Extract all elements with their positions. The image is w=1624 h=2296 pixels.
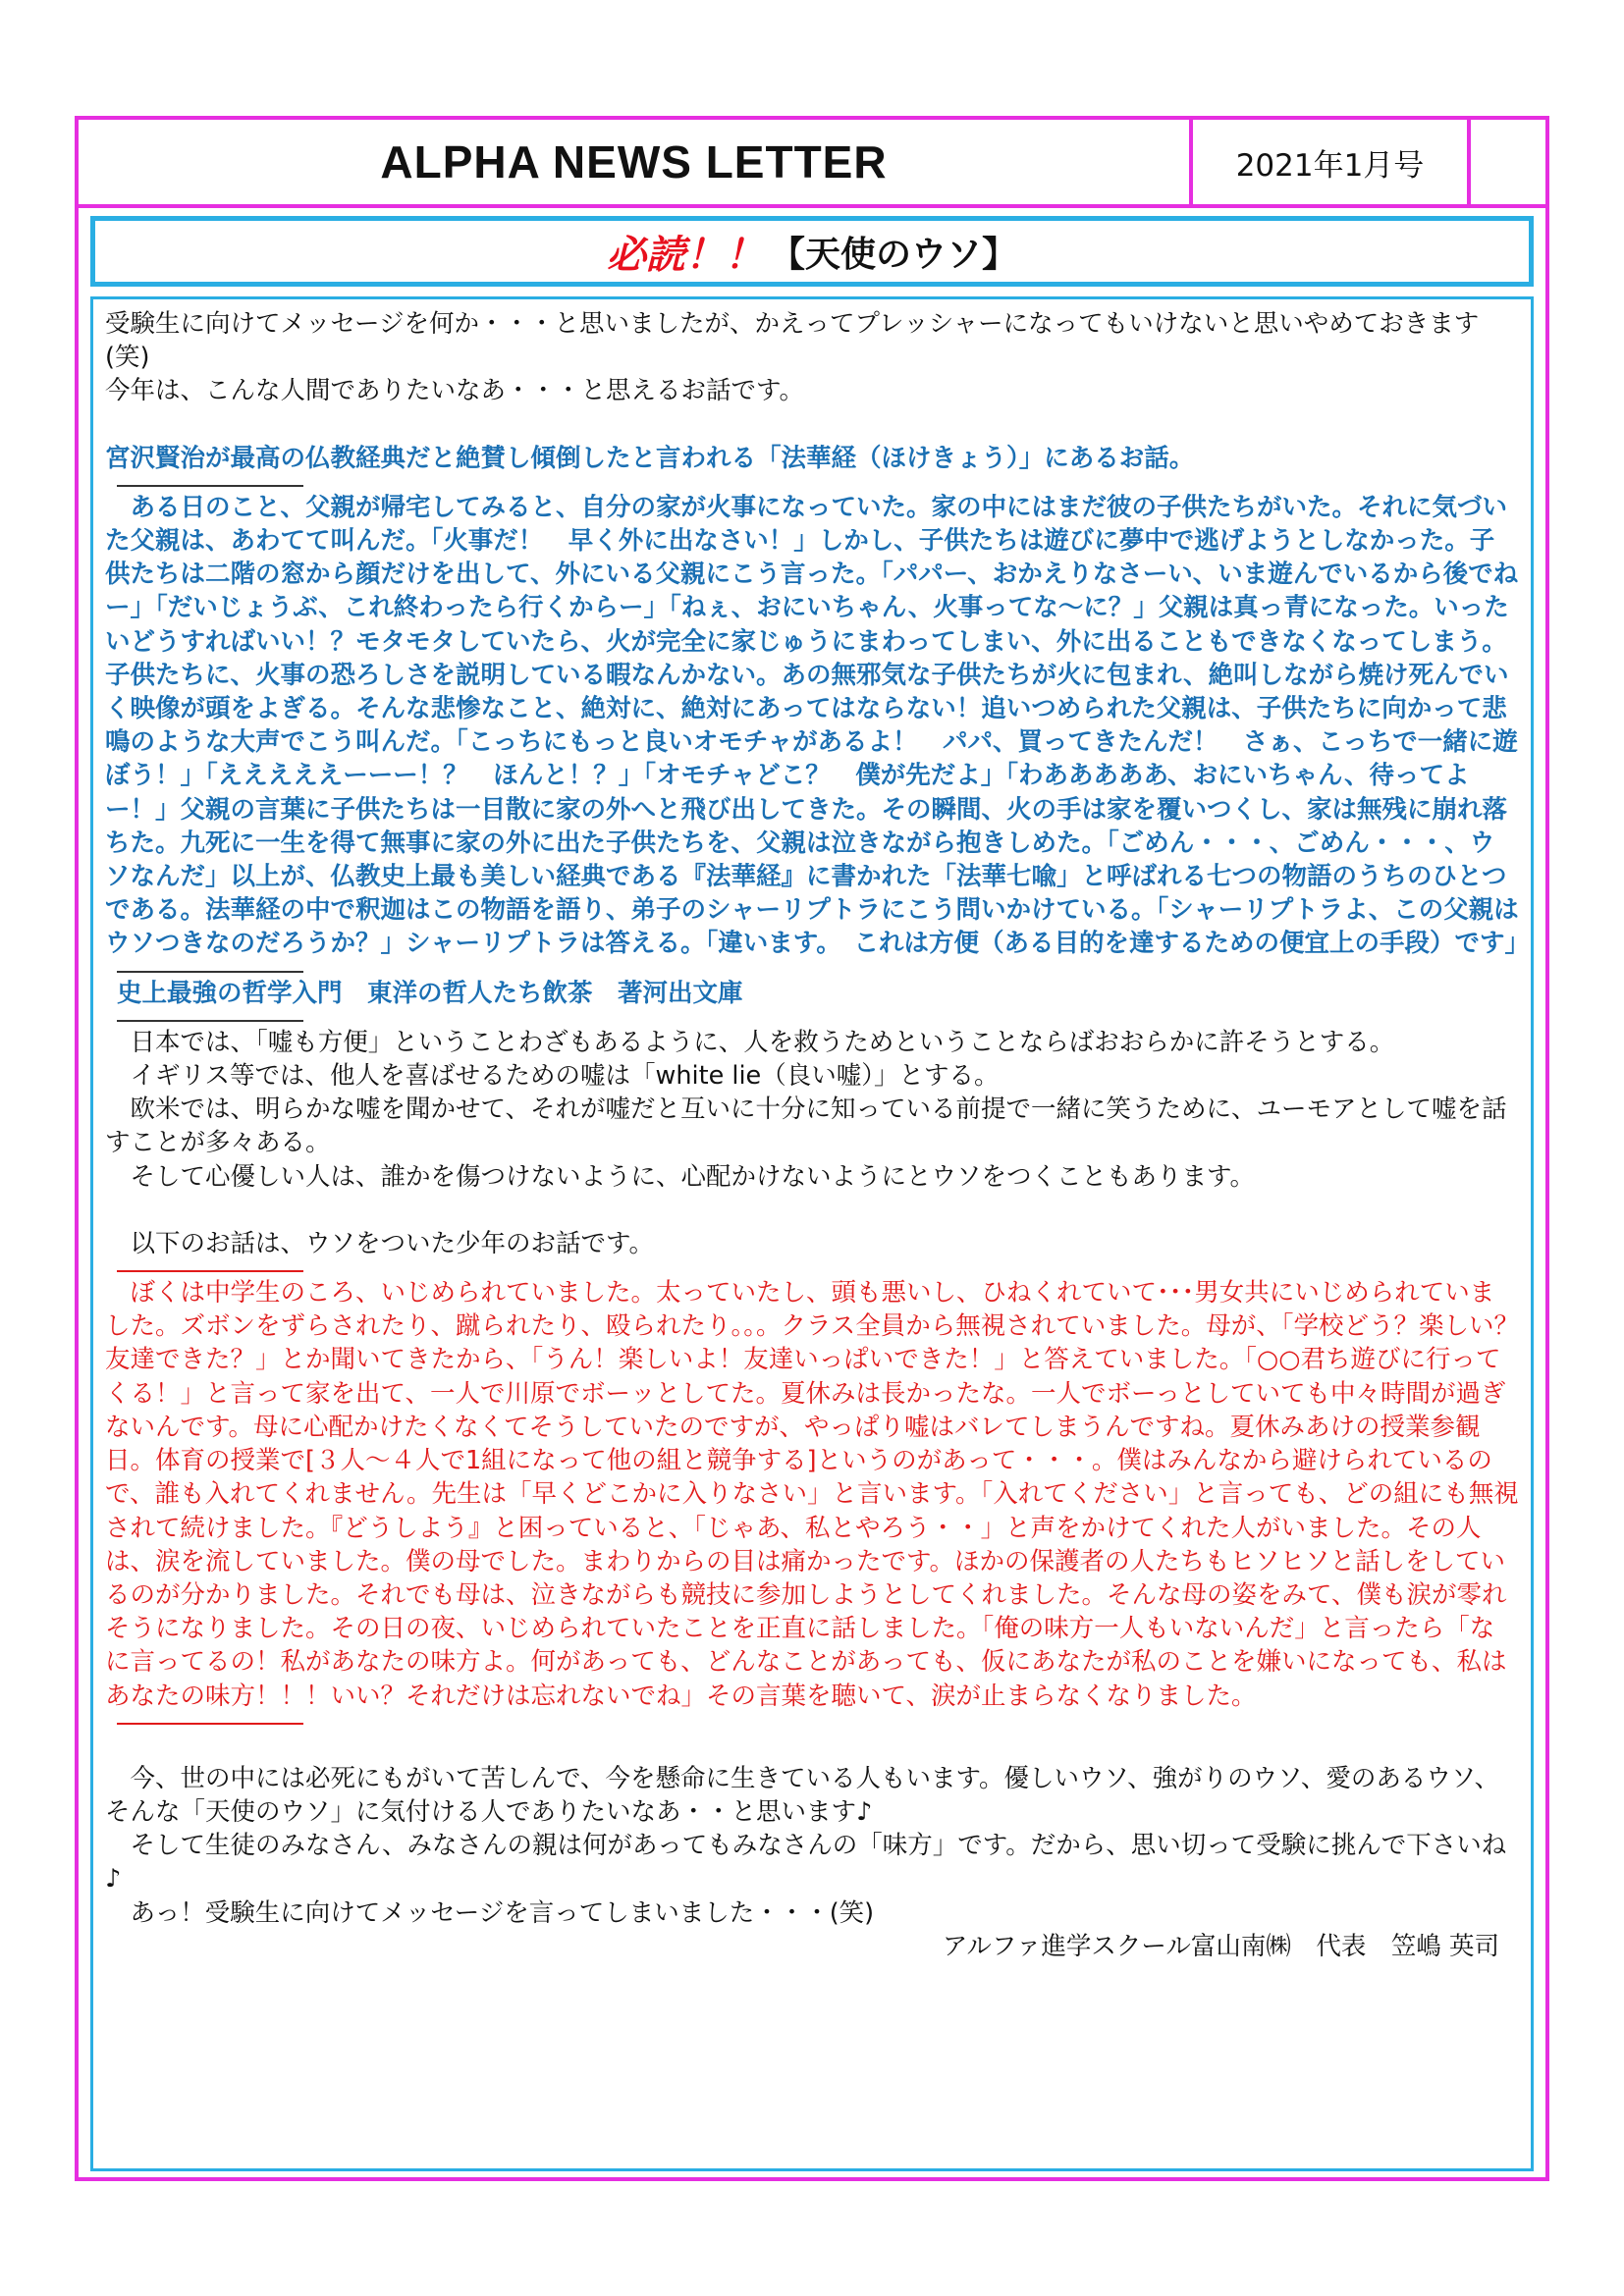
newsletter-header — [75, 116, 1549, 208]
lie-paragraph: 欧米では、明らかな嘘を聞かせて、それが嘘だと互いに十分に知っている前提で一緒に笑うために、ユーモアとして嘘を話すことが多々ある。 — [105, 1095, 1507, 1158]
divider — [117, 1723, 303, 1725]
divider — [117, 485, 303, 487]
article-title-box — [90, 216, 1534, 287]
lie-paragraph: イギリス等では、他人を喜ばせるための嘘は「white lie（良い嘘）」とする。 — [130, 1061, 1000, 1092]
closing-paragraph: そして生徒のみなさん、みなさんの親は何があってもみなさんの「味方」です。だから、思い切って受験に挑んで下さいね♪ — [105, 1831, 1507, 1895]
closing-paragraph: 今、世の中には必死にもがいて苦しんで、今を懸命に生きている人もいます。優しいウソ、強がりのウソ、愛のあるウソ、そんな「天使のウソ」に気付ける人でありたいなあ・・と思います♪ — [105, 1763, 1500, 1827]
signature: アルファ進学スクール富山南㈱ 代表 笠嶋 英司 — [942, 1931, 1499, 1961]
newsletter-title: ALPHA NEWS LETTER — [380, 136, 888, 187]
article-body — [90, 296, 1534, 2171]
article-title: 【天使のウソ】 — [769, 234, 1017, 275]
boy-story-intro: 以下のお話は、ウソをついた少年のお話です。 — [130, 1228, 654, 1258]
divider — [117, 1270, 303, 1272]
header-blank-cell — [1471, 120, 1545, 204]
issue-date: 2021年1月号 — [1189, 120, 1471, 204]
lie-paragraph: そして心優しい人は、誰かを傷つけないように、心配かけないようにとウソをつくこともあります。 — [130, 1161, 1255, 1192]
closing-paragraph: あっ！受験生に向けてメッセージを言ってしまいました・・・(笑) — [130, 1897, 875, 1928]
intro-paragraph: 受験生に向けてメッセージを何か・・・と思いましたが、かえってプレッシャーになってもいけないと思いやめておきます(笑) — [105, 309, 1480, 373]
lie-paragraph: 日本では、「嘘も方便」ということわざもあるように、人を救うためということならばおおらかに許そうとする。 — [130, 1027, 1395, 1057]
article-text — [105, 307, 1530, 1963]
divider — [117, 971, 303, 973]
divider — [117, 1020, 303, 1022]
boy-story-text: ぼくは中学生のころ、いじめられていました。太っていたし、頭も悪いし、ひねくれていて･･･男女共にいじめられていました。ズボンをずらされたり、蹴られたり、殴られたり。。。クラス全員から無視されていました。母が、「学校どう？楽しい？友達できた？」とか聞いてきたから、「うん！楽しいよ！友達いっぱいできた！」と答えていました。「○○君ち遊びに行ってくる！」と言って家を出て、一人で川原でボーッとしてた。夏休みは長かったな。一人でボーっとしていても中々時間が過ぎないんです。母に心配かけたくなくてそうしていたのですが、やっぱり嘘はバレてしまうんですね。夏休みあけの授業参観日。体育の授業で[３人～４人で1組になって他の組と競争する]というのがあって・・・。僕はみんなから避けられているので、誰も入れてくれません。先生は「早くどこかに入りなさい」と言います。「入れてください」と言っても、どの組にも無視されて続けました。『どうしよう』と困っていると、「じゃあ、私とやろう・・」と声をかけてくれた人がいました。その人は、涙を流していました。僕の母でした。まわりからの目は痛かったです。ほかの保護者の人たちもヒソヒソと話しをしているのが分かりました。それでも母は、泣きながらも競技に参加しようとしてくれました。そんな母の姿をみて、僕も涙が零れそうになりました。その日の夜、いじめられていたことを正直に話しました。「俺の味方一人もいないんだ」と言ったら「なに言ってるの！私があなたの味方よ。何があっても、どんなことがあっても、仮にあなたが私のことを嫌いになっても、私はあなたの味方！！！いい？それだけは忘れないでね」その言葉を聴いて、涙が止まらなくなりました。 — [105, 1278, 1519, 1711]
must-read-label: 必読！！ — [606, 232, 764, 278]
source-citation: 史上最強の哲学入門 東洋の哲人たち飲茶 著河出文庫 — [117, 978, 743, 1008]
parable-text: ある日のこと、父親が帰宅してみると、自分の家が火事になっていた。家の中にはまだ彼の子供たちがいた。それに気づいた父親は、あわてて叫んだ。「火事だ！ 早く外に出なさい！」しかし、子供たちは遊びに夢中で逃げようとしなかった。子供たちは二階の窓から顔だけを出して、外にいる父親にこう言った。「パパー、おかえりなさーい、いま遊んでいるから後でねー」「だいじょうぶ、これ終わったら行くからー」「ねぇ、おにいちゃん、火事ってな～に？」父親は真っ青になった。いったいどうすればいい！？モタモタしていたら、火が完全に家じゅうにまわってしまい、外に出ることもできなくなってしまう。子供たちに、火事の恐ろしさを説明している暇なんかない。あの無邪気な子供たちが火に包まれ、絶叫しながら焼け死んでいく映像が頭をよぎる。そんな悲惨なこと、絶対に、絶対にあってはならない！追いつめられた父親は、子供たちに向かって悲鳴のような大声でこう叫んだ。「こっちにもっと良いオモチャがあるよ！ パパ、買ってきたんだ！ さぁ、こっちで一緒に遊ぼう！」「えええええーーー！？ ほんと！？」「オモチャどこ？ 僕が先だよ」「わあああああ、おにいちゃん、待ってよー！」父親の言葉に子供たちは一目散に家の外へと飛び出してきた。その瞬間、火の手は家を覆いつくし、家は無残に崩れ落ちた。九死に一生を得て無事に家の外に出た子供たちを、父親は泣きながら抱きしめた。「ごめん・・・、ごめん・・・、ウソなんだ」以上が、仏教史上最も美しい経典である『法華経』に書かれた「法華七喩」と呼ばれる七つの物語のうちのひとつである。法華経の中で釈迦はこの物語を語り、弟子のシャーリプトラにこう問いかけている。「シャーリプトラよ、この父親はウソつきなのだろうか？」シャーリプトラは答える。「違います。 これは方便（ある目的を達するための便宜上の手段）です」 — [105, 492, 1530, 959]
intro-paragraph: 今年は、こんな人間でありたいなあ・・・と思えるお話です。 — [105, 376, 804, 406]
sutra-heading: 宮沢賢治が最高の仏教経典だと絶賛し傾倒したと言われる「法華経（ほけきょう）」にあるお話。 — [105, 443, 1195, 473]
